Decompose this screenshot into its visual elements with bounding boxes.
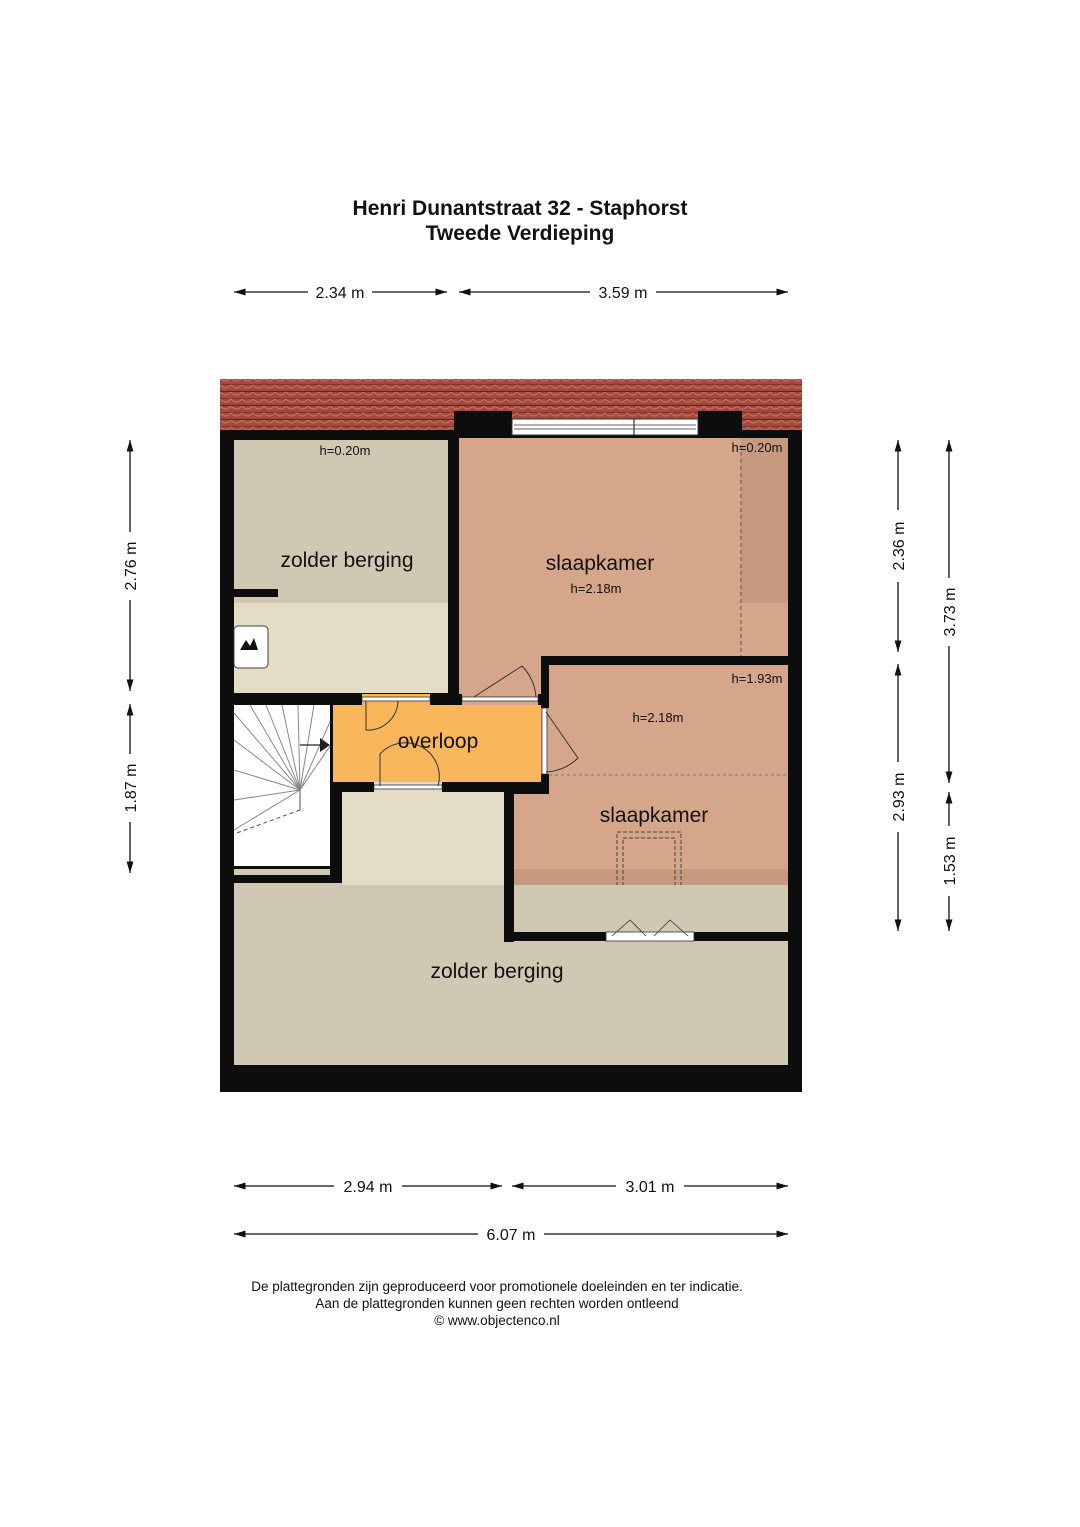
zolder-divider-wall	[448, 438, 459, 694]
dim-top-left	[234, 285, 447, 302]
dim-top-right-label: 3.59 m	[598, 285, 648, 302]
plan-subtitle: Tweede Verdieping	[425, 222, 615, 245]
footer-copyright: © www.objectenco.nl	[434, 1313, 560, 1328]
footer-rights: Aan de plattegronden kunnen geen rechten worden ontleend	[315, 1296, 679, 1311]
dim-bottom-left	[234, 1179, 502, 1196]
height-slaapkamer-side: h=1.93m	[731, 671, 783, 686]
label-slaapkamer-bottom: slaapkamer	[599, 804, 709, 827]
dim-bottom-right-label: 3.01 m	[625, 1179, 675, 1196]
dim-top-right	[459, 285, 788, 302]
dim-left-lower	[123, 704, 140, 873]
dormer-wall-right	[698, 411, 742, 441]
dim-right-a-lower	[891, 664, 908, 931]
dim-left-lower-label: 1.87 m	[123, 763, 140, 813]
dim-right-a-lower-label: 2.93 m	[891, 772, 908, 822]
window-bottom	[606, 932, 694, 941]
height-slaapkamer-top: h=2.18m	[570, 581, 622, 596]
bedroom-wall-left	[504, 782, 514, 942]
dim-bottom-total	[234, 1227, 788, 1244]
dim-right-a-upper	[891, 440, 908, 652]
dim-bottom-left-label: 2.94 m	[343, 1179, 393, 1196]
dormer-wall-left	[454, 411, 512, 441]
slaapkamer-bottom-floor-ext	[514, 794, 549, 869]
dim-bottom-right	[512, 1179, 788, 1196]
label-zolder-berging-top: zolder berging	[280, 549, 414, 572]
label-zolder-berging-bottom: zolder berging	[430, 960, 564, 983]
zolder-berging-bottom-high	[342, 792, 504, 885]
dim-right-b-upper	[942, 440, 959, 783]
dim-right-a-upper-label: 2.36 m	[891, 521, 908, 571]
plan-title: Henri Dunantstraat 32 - Staphorst	[352, 197, 688, 220]
height-zolder-top: h=0.20m	[319, 443, 371, 458]
footer-disclaimer: De plattegronden zijn geproduceerd voor promotionele doeleinden en ter indicatie.	[251, 1279, 743, 1294]
dim-left-upper	[123, 440, 140, 691]
wall-stub	[234, 589, 278, 597]
window-top	[512, 419, 698, 435]
dim-bottom-total-label: 6.07 m	[486, 1227, 536, 1244]
dim-right-b-upper-label: 3.73 m	[942, 587, 959, 637]
label-overloop: overloop	[397, 730, 479, 753]
slaapkamer-top-slope	[741, 438, 788, 603]
dim-top-left-label: 2.34 m	[315, 285, 365, 302]
stair-wall-bottom	[234, 875, 342, 883]
slaapkamer-top-floor	[459, 438, 788, 656]
label-slaapkamer-top: slaapkamer	[545, 552, 655, 575]
height-slaapkamer-corner: h=0.20m	[731, 440, 783, 455]
zolder-berging-top-low	[234, 440, 448, 603]
bedroom-divider-wall	[541, 656, 788, 665]
dim-right-b-lower	[942, 792, 959, 931]
height-slaapkamer-bottom: h=2.18m	[632, 710, 684, 725]
dim-right-b-lower-label: 1.53 m	[942, 836, 959, 886]
stair-wall-right	[330, 782, 342, 883]
dim-left-upper-label: 2.76 m	[123, 541, 140, 591]
